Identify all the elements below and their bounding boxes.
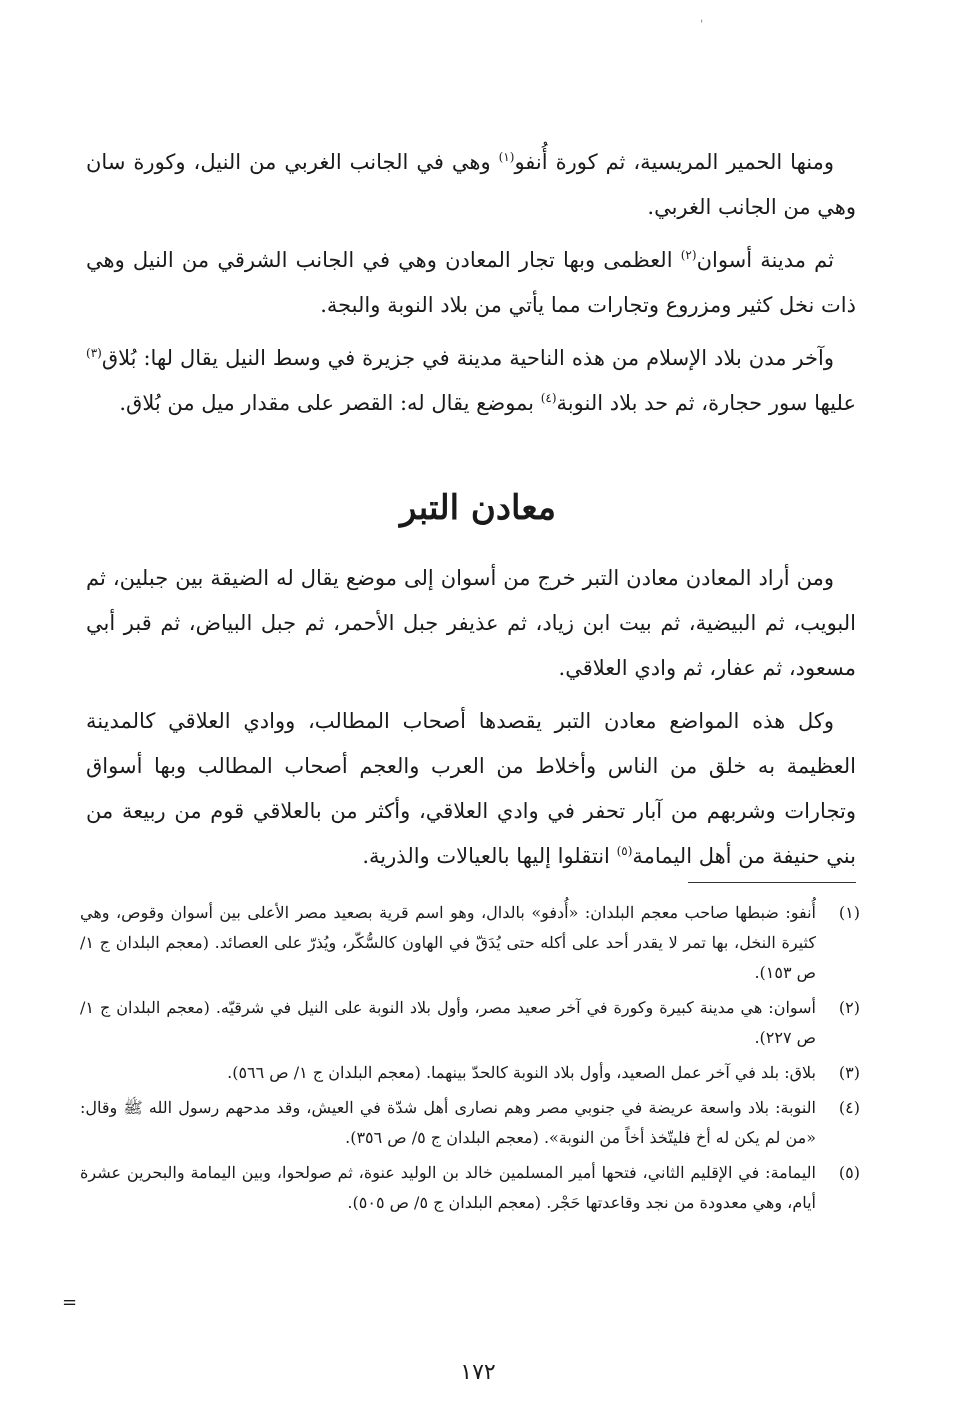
paragraph xyxy=(86,336,856,426)
text-block-bottom xyxy=(86,556,856,879)
paragraph-text: بموضع يقال له: القصر على مقدار ميل من بُلاق. xyxy=(119,391,541,415)
footnote-text: النوبة: بلاد واسعة عريضة في جنوبي مصر وهم نصارى أهل شدّة في العيش، وقد مدحهم رسول الله ﷺ وقال: «من لم يكن له أخ فليتّخذ أخاً من النوبة». (معجم البلدان ج ٥/ ص ٣٥٦). xyxy=(80,1098,817,1147)
footnote-item xyxy=(80,1158,860,1218)
paragraph-text: العظمى وبها تجار المعادن وهي في الجانب الشرقي من النيل وهي ذات نخل كثير ومزروع وتجارات مما يأتي من بلاد النوبة والبجة. xyxy=(86,248,856,317)
footnote-item xyxy=(80,993,860,1053)
scan-mark: ˈ xyxy=(700,18,704,32)
paragraph xyxy=(86,238,856,328)
footnote-text: بلاق: بلد في آخر عمل الصعيد، وأول بلاد النوبة كالحدّ بينهما. (معجم البلدان ج ١/ ص ٥٦٦). xyxy=(227,1063,816,1082)
paragraph xyxy=(86,556,856,691)
paragraph-text: ومن أراد المعادن معادن التبر خرج من أسوان إلى موضع يقال له الضيقة بين جبلين، ثم البويب، ثم البيضية، ثم بيت ابن زياد، ثم عذيفر جبل الأحمر، ثم جبل البياض، ثم قبر أبي مسعود، ثم عفار، ثم وادي العلاقي. xyxy=(86,566,856,680)
paragraph-text: ومنها الحمير المريسية، ثم كورة أُنفو xyxy=(514,150,834,174)
footnote-item xyxy=(80,1058,860,1088)
page-number: ١٧٢ xyxy=(460,1360,496,1385)
footnote-text: اليمامة: في الإقليم الثاني، فتحها أمير المسلمين خالد بن الوليد عنوة، ثم صولحوا، وبين اليمامة والبحرين عشرة أيام، وهي معدودة من نجد وقاعدتها حَجْر. (معجم البلدان ج ٥/ ص ٥٠٥). xyxy=(80,1163,816,1212)
footnote-number: (٢) xyxy=(838,998,860,1017)
footnote-number: (٣) xyxy=(838,1063,860,1082)
paragraph-text: انتقلوا إليها بالعيالات والذرية. xyxy=(362,844,617,868)
continuation-mark: = xyxy=(62,1292,78,1313)
footnote-ref[interactable]: (٣) xyxy=(86,346,102,360)
paragraph-text: وهي في الجانب الغربي من النيل، وكورة سان وهي من الجانب الغربي. xyxy=(86,150,856,219)
footnote-number: (٤) xyxy=(838,1098,860,1117)
footnote-ref[interactable]: (٥) xyxy=(616,844,633,858)
footnotes xyxy=(80,898,860,1223)
footnote-number: (١) xyxy=(838,903,860,922)
footnote-divider xyxy=(688,882,856,883)
footnote-ref[interactable]: (٤) xyxy=(540,391,557,405)
paragraph xyxy=(86,140,856,230)
footnote-ref[interactable]: (٢) xyxy=(680,248,697,262)
footnote-item xyxy=(80,1093,860,1153)
paragraph-text: وآخر مدن بلاد الإسلام من هذه الناحية مدينة في جزيرة في وسط النيل يقال لها: بُلاق xyxy=(101,346,834,370)
paragraph xyxy=(86,699,856,879)
footnote-item xyxy=(80,898,860,988)
footnote-text: أُنفو: ضبطها صاحب معجم البلدان: «أُدفو» بالدال، وهو اسم قرية بصعيد مصر الأعلى بين أسوان وقوص، وهي كثيرة النخل، بها تمر لا يقدر أحد على أكله حتى يُدَقّ في الهاون كالسُّكّر، ويُذرّ على العصائد. (معجم البلدان ج ١/ ص ١٥٣). xyxy=(80,903,816,982)
paragraph-text: عليها سور حجارة، ثم حد بلاد النوبة xyxy=(556,391,856,415)
footnote-ref[interactable]: (١) xyxy=(498,150,515,164)
section-heading: معادن التبر xyxy=(399,488,556,528)
paragraph-text: ثم مدينة أسوان xyxy=(696,248,835,272)
footnote-text: أسوان: هي مدينة كبيرة وكورة في آخر صعيد مصر، وأول بلاد النوبة على النيل في شرقيّه. (معجم البلدان ج ١/ ص ٢٢٧). xyxy=(80,998,816,1047)
paragraph-text: وكل هذه المواضع معادن التبر يقصدها أصحاب المطالب، ووادي العلاقي كالمدينة العظيمة به خلق من الناس وأخلاط من العرب والعجم أصحاب المطالب وبها أسواق وتجارات وشربهم من آبار تحفر في وادي العلاقي، وأكثر من بالعلاقي قوم من ربيعة من بني حنيفة من أهل اليمامة xyxy=(86,709,856,868)
footnote-number: (٥) xyxy=(838,1163,860,1182)
text-block-top xyxy=(86,140,856,426)
